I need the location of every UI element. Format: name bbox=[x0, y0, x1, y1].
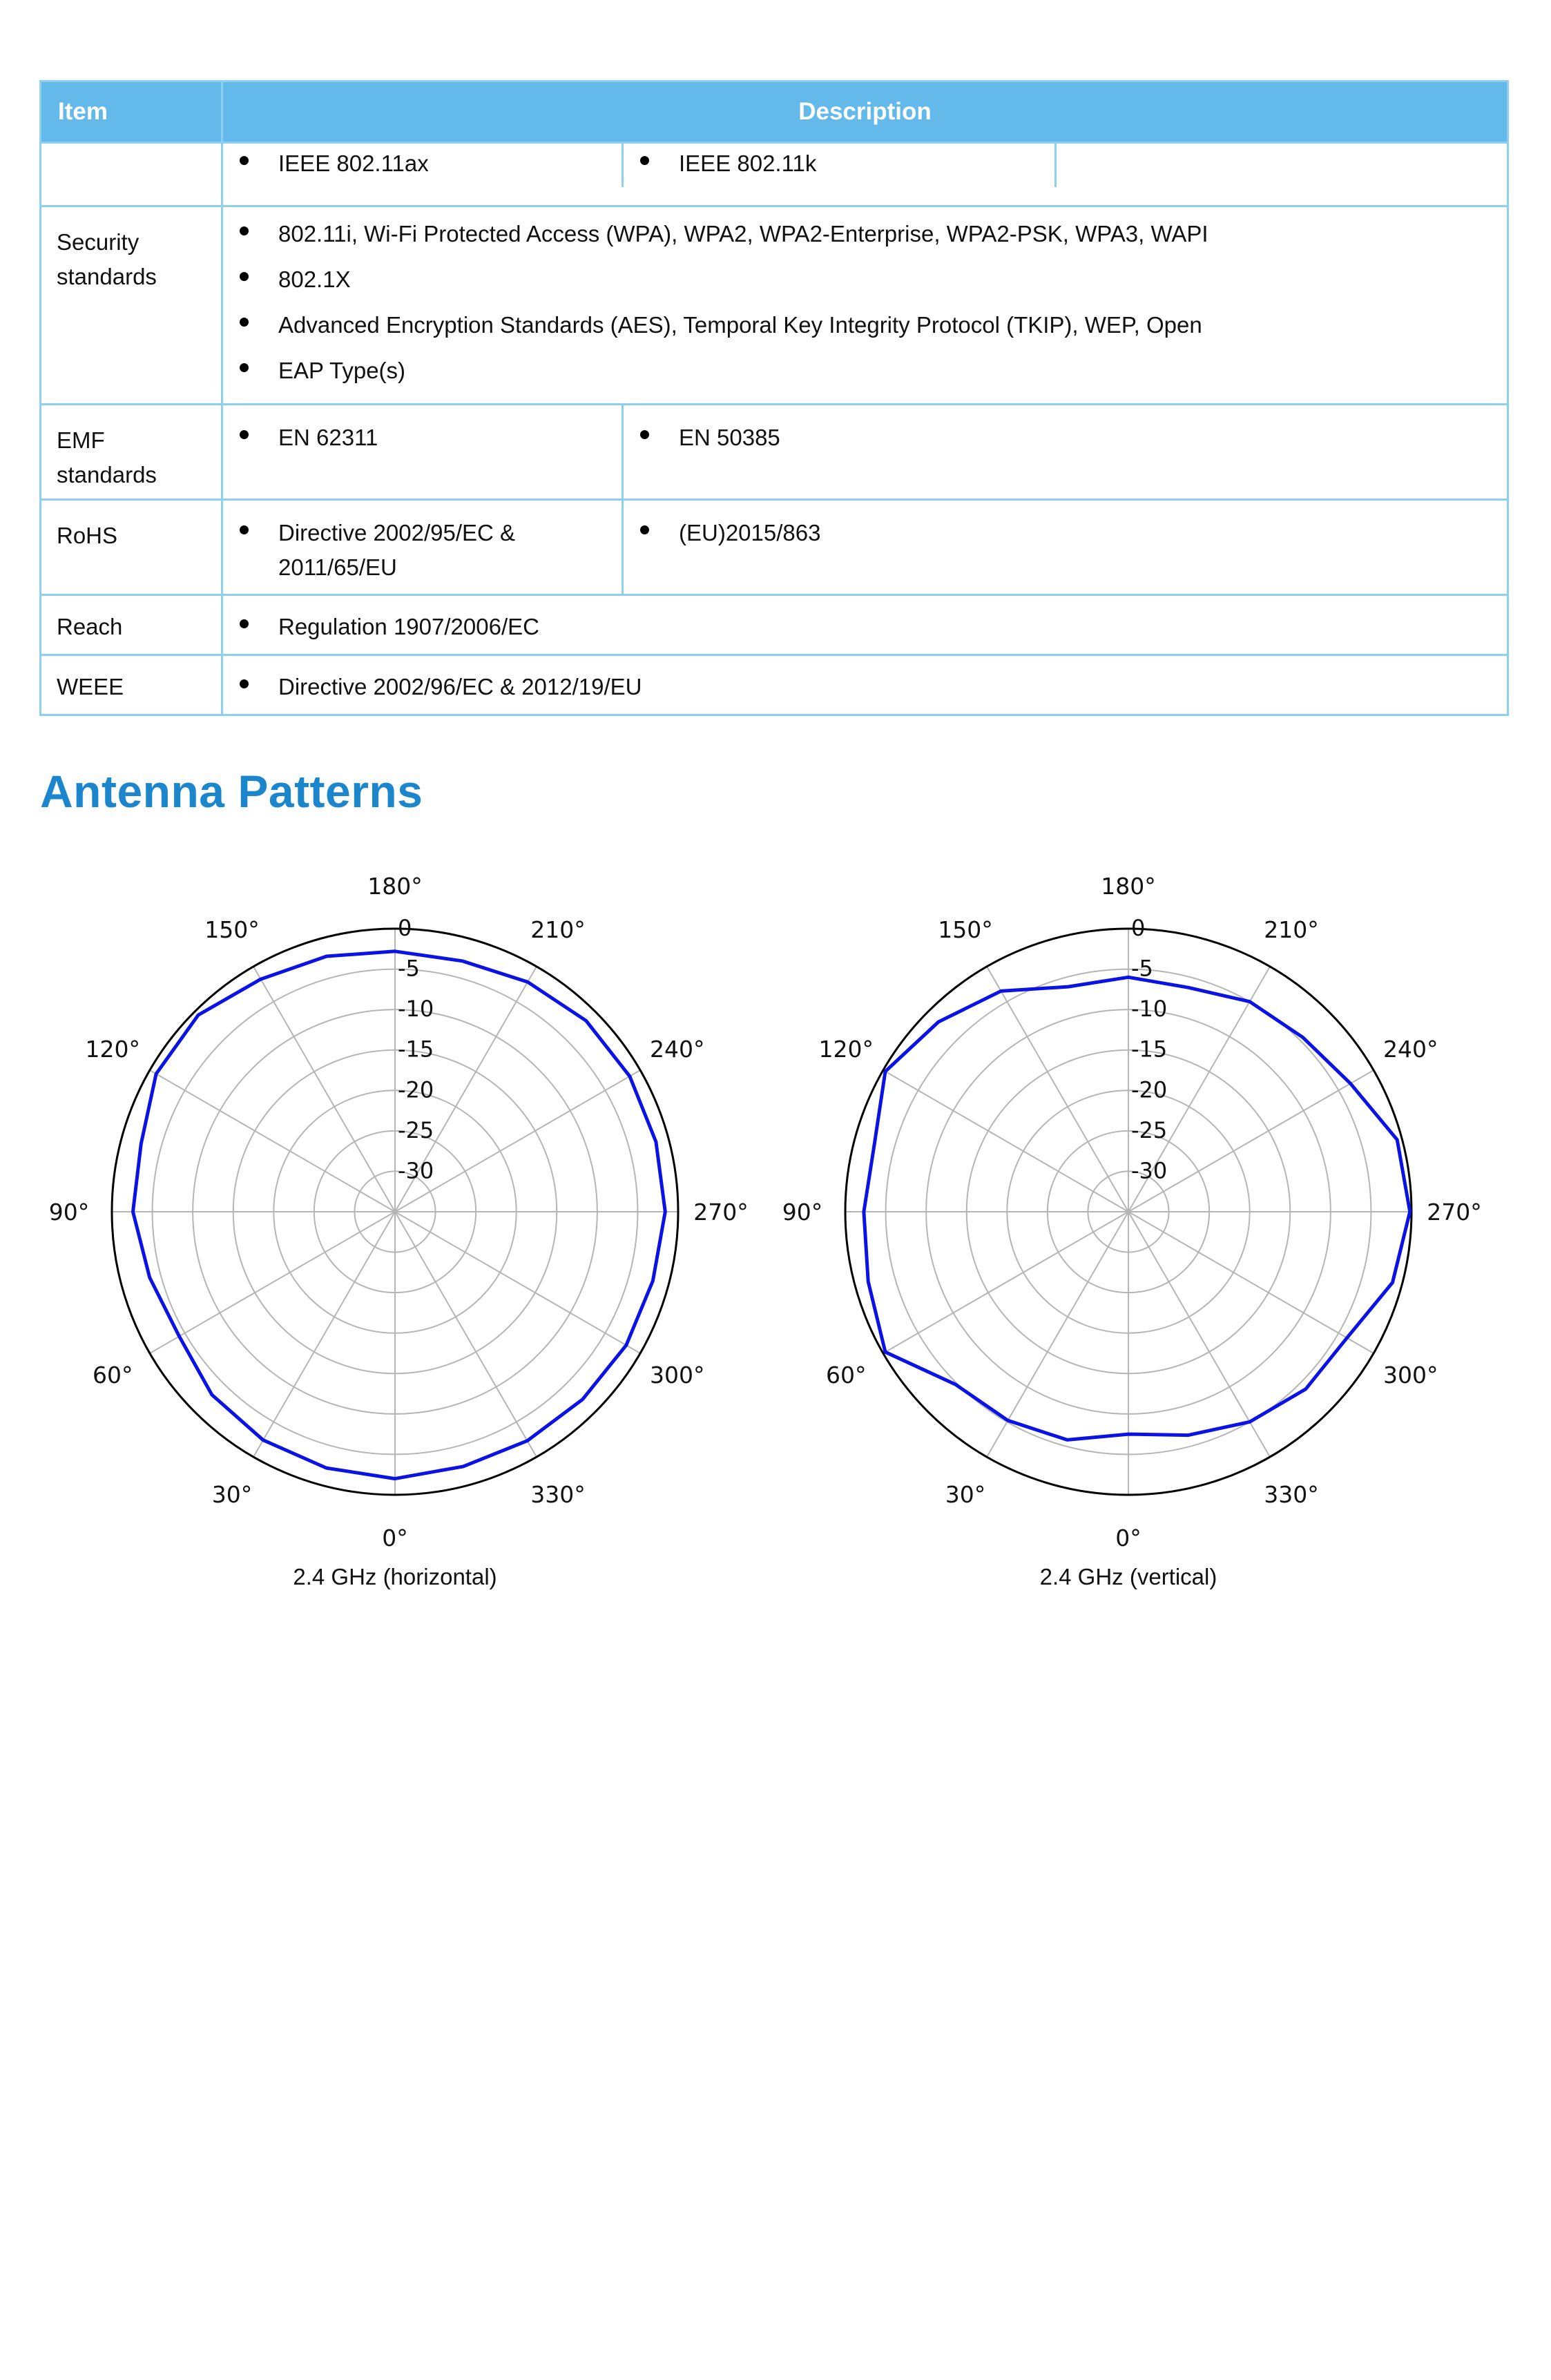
header-description: Description bbox=[222, 81, 1508, 143]
grid-spoke bbox=[883, 1070, 1128, 1212]
grid-spoke bbox=[1128, 1212, 1270, 1457]
grid-spoke bbox=[395, 1212, 640, 1353]
angle-tick-label: 240° bbox=[1383, 1036, 1438, 1063]
grid-spoke bbox=[883, 1212, 1128, 1353]
grid-spoke bbox=[150, 1070, 395, 1212]
angle-tick-label: 300° bbox=[1383, 1362, 1438, 1389]
radial-tick-label: -10 bbox=[398, 996, 434, 1023]
row-label: RoHS bbox=[41, 500, 222, 595]
angle-tick-label: 270° bbox=[693, 1199, 749, 1226]
spec-table bbox=[39, 80, 1509, 716]
list-item: IEEE 802.11ax bbox=[223, 146, 622, 181]
row-label: Reach bbox=[41, 595, 222, 655]
grid-spoke bbox=[987, 967, 1128, 1212]
angle-tick-label: 300° bbox=[650, 1362, 705, 1389]
angle-tick-label: 60° bbox=[825, 1362, 867, 1389]
angle-tick-label: 210° bbox=[1264, 916, 1319, 944]
list-item: Directive 2002/95/EC & 2011/65/EU bbox=[223, 516, 622, 585]
list-item: EN 50385 bbox=[624, 420, 1507, 455]
angle-tick-label: 120° bbox=[85, 1036, 140, 1063]
angle-tick-label: 180° bbox=[1101, 873, 1156, 900]
radial-tick-label: -15 bbox=[398, 1036, 434, 1063]
grid-spoke bbox=[1128, 1212, 1374, 1353]
radial-tick-label: -20 bbox=[398, 1076, 434, 1103]
angle-tick-label: 270° bbox=[1427, 1199, 1482, 1226]
angle-tick-label: 0° bbox=[1115, 1525, 1141, 1551]
radial-tick-label: -25 bbox=[1131, 1116, 1168, 1143]
row-label: WEEE bbox=[41, 655, 222, 715]
list-item: EAP Type(s) bbox=[223, 354, 1507, 388]
angle-tick-label: 30° bbox=[945, 1480, 986, 1508]
radial-tick-label: -15 bbox=[1131, 1036, 1168, 1063]
row-label: Security standards bbox=[41, 206, 222, 405]
radial-tick-label: -5 bbox=[1131, 955, 1153, 982]
chart-caption: 2.4 GHz (horizontal) bbox=[293, 1564, 497, 1589]
radial-tick-label: -30 bbox=[1131, 1157, 1168, 1184]
list-item: Advanced Encryption Standards (AES), Temporal Key Integrity Protocol (TKIP), WEP, Open bbox=[223, 308, 1507, 342]
angle-tick-label: 30° bbox=[211, 1480, 253, 1508]
angle-tick-label: 330° bbox=[530, 1480, 586, 1508]
series-line bbox=[133, 951, 666, 1479]
table-row-weee bbox=[41, 655, 1508, 715]
angle-tick-label: 210° bbox=[530, 916, 586, 944]
radial-tick-label: -10 bbox=[1131, 996, 1168, 1023]
radial-tick-label: -5 bbox=[398, 955, 420, 982]
table-row-rohs bbox=[41, 500, 1508, 595]
angle-tick-label: 0° bbox=[382, 1525, 408, 1551]
section-heading: Antenna Patterns bbox=[40, 766, 423, 817]
list-item: EN 62311 bbox=[223, 420, 622, 455]
list-item: 802.1X bbox=[223, 262, 1507, 297]
grid-spoke bbox=[253, 1212, 395, 1457]
list-item: 802.11i, Wi-Fi Protected Access (WPA), WPA2, WPA2-Enterprise, WPA2-PSK, WPA3, WAPI bbox=[223, 217, 1507, 251]
table-header-row bbox=[41, 81, 1508, 143]
list-item: Directive 2002/96/EC & 2012/19/EU bbox=[223, 670, 1507, 704]
angle-tick-label: 150° bbox=[938, 916, 993, 944]
grid-spoke bbox=[253, 967, 395, 1212]
row-label bbox=[41, 143, 222, 206]
table-row-reach bbox=[41, 595, 1508, 655]
radial-tick-label: -30 bbox=[398, 1157, 434, 1184]
angle-tick-label: 90° bbox=[782, 1199, 823, 1226]
table-row-emf bbox=[41, 405, 1508, 500]
radial-tick-label: 0 bbox=[398, 915, 412, 941]
table-row-security bbox=[41, 206, 1508, 405]
radial-tick-label: 0 bbox=[1131, 915, 1146, 941]
polar-chart-vertical bbox=[782, 867, 1482, 1612]
angle-tick-label: 240° bbox=[650, 1036, 705, 1063]
polar-plot bbox=[782, 867, 1482, 1571]
list-item: Regulation 1907/2006/EC bbox=[223, 610, 1507, 644]
header-item: Item bbox=[41, 81, 222, 143]
radial-tick-label: -25 bbox=[398, 1116, 434, 1143]
table-row-continuation bbox=[41, 143, 1508, 206]
list-item: (EU)2015/863 bbox=[624, 516, 1507, 550]
radial-tick-label: -20 bbox=[1131, 1076, 1168, 1103]
grid-spoke bbox=[395, 1212, 537, 1457]
angle-tick-label: 60° bbox=[92, 1362, 133, 1389]
list-item: IEEE 802.11k bbox=[624, 146, 1054, 181]
row-label: EMF standards bbox=[41, 405, 222, 500]
chart-caption: 2.4 GHz (vertical) bbox=[1039, 1564, 1217, 1589]
angle-tick-label: 150° bbox=[204, 916, 260, 944]
grid-spoke bbox=[150, 1212, 395, 1353]
angle-tick-label: 90° bbox=[48, 1199, 90, 1226]
angle-tick-label: 120° bbox=[818, 1036, 874, 1063]
angle-tick-label: 180° bbox=[367, 873, 423, 900]
polar-chart-horizontal bbox=[48, 867, 749, 1612]
polar-plot bbox=[48, 867, 749, 1571]
angle-tick-label: 330° bbox=[1264, 1480, 1319, 1508]
